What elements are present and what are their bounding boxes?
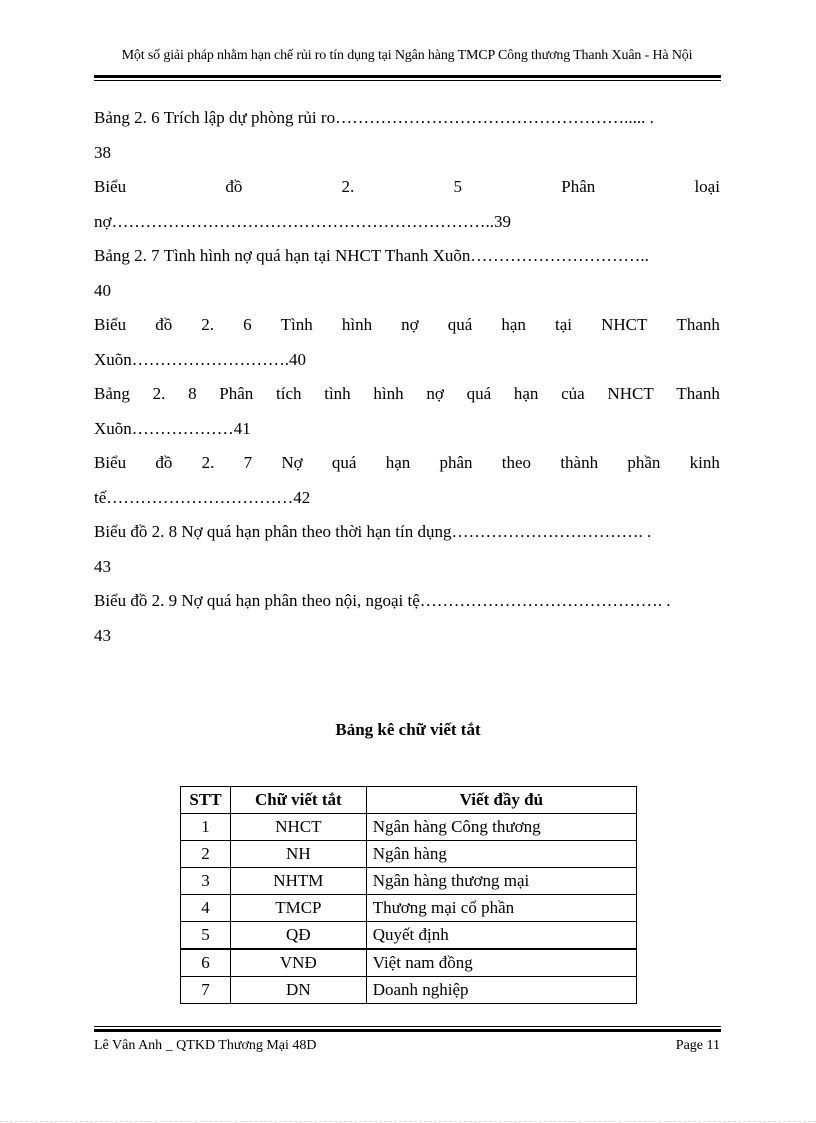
cell-abbr: QĐ bbox=[230, 922, 366, 950]
table-row bbox=[181, 841, 637, 868]
toc-entry-bieu-do-2-9-page: 43 bbox=[94, 625, 111, 645]
header-abbr: Chữ viết tắt bbox=[230, 787, 366, 814]
footer-divider-thin bbox=[94, 1026, 721, 1027]
page-header-title: Một số giải pháp nhằm hạn chế rủi ro tín dụng tại Ngân hàng TMCP Công thương Thanh Xuân - Hà Nội bbox=[121, 48, 693, 63]
toc-entry-bang-2-7-page: 40 bbox=[94, 280, 111, 300]
toc-entry-bieu-do-2-8-page: 43 bbox=[94, 556, 111, 576]
table-header-row bbox=[181, 787, 637, 814]
cell-full: Quyết định bbox=[366, 922, 636, 950]
cell-stt: 7 bbox=[181, 977, 231, 1004]
header-stt: STT bbox=[181, 787, 231, 814]
header-divider-thin bbox=[94, 80, 721, 81]
toc-entry-bieu-do-2-9: Biểu đồ 2. 9 Nợ quá hạn phân theo nội, ngoại tệ……………………………………. . bbox=[94, 591, 671, 610]
toc-entry-bieu-do-2-8: Biểu đồ 2. 8 Nợ quá hạn phân theo thời hạn tín dụng……………………………. . bbox=[94, 522, 652, 541]
cell-stt: 1 bbox=[181, 814, 231, 841]
cell-abbr: NHTM bbox=[230, 868, 366, 895]
toc-entry-bieu-do-2-5-cont: nợ…………………………………………………………..39 bbox=[94, 211, 511, 231]
cell-abbr: NHCT bbox=[230, 814, 366, 841]
cell-full: Doanh nghiệp bbox=[366, 977, 636, 1004]
toc-entry-bang-2-8: Bảng 2. 8 Phân tích tình hình nợ quá hạn của NHCT Thanh bbox=[94, 384, 720, 403]
cell-stt: 4 bbox=[181, 895, 231, 922]
table-row bbox=[181, 949, 637, 977]
table-row bbox=[181, 868, 637, 895]
cell-stt: 5 bbox=[181, 922, 231, 950]
table-row bbox=[181, 977, 637, 1004]
abbreviation-table-title: Bảng kê chữ viết tắt bbox=[335, 720, 481, 739]
toc-entry-bieu-do-2-6: Biểu đồ 2. 6 Tình hình nợ quá hạn tại NHCT Thanh bbox=[94, 315, 720, 334]
header-full: Viết đầy đủ bbox=[366, 787, 636, 814]
cell-abbr: TMCP bbox=[230, 895, 366, 922]
abbreviation-table bbox=[180, 786, 637, 1004]
cell-full: Thương mại cổ phần bbox=[366, 895, 636, 922]
toc-entry-bieu-do-2-7-cont: tế……………………………42 bbox=[94, 487, 311, 507]
footer-divider-thick bbox=[94, 1029, 721, 1032]
cell-abbr: NH bbox=[230, 841, 366, 868]
table-of-figures bbox=[94, 101, 720, 653]
cell-stt: 6 bbox=[181, 949, 231, 977]
table-row bbox=[181, 814, 637, 841]
toc-entry-bang-2-6-page: 38 bbox=[94, 142, 111, 162]
cell-abbr: VNĐ bbox=[230, 949, 366, 977]
toc-entry-bieu-do-2-5: Biểu đồ 2. 5 Phân loại bbox=[94, 177, 720, 196]
table-row bbox=[181, 895, 637, 922]
toc-entry-bang-2-8-cont: Xuõn………………41 bbox=[94, 418, 251, 438]
cell-abbr: DN bbox=[230, 977, 366, 1004]
cell-stt: 3 bbox=[181, 868, 231, 895]
cell-full: Ngân hàng Công thương bbox=[366, 814, 636, 841]
toc-entry-bang-2-6: Bảng 2. 6 Trích lập dự phòng rủi ro……………………………………………..... . bbox=[94, 108, 654, 127]
cell-full: Việt nam đồng bbox=[366, 949, 636, 977]
header-divider-thick bbox=[94, 75, 721, 78]
table-row bbox=[181, 922, 637, 950]
cell-stt: 2 bbox=[181, 841, 231, 868]
cell-full: Ngân hàng thương mại bbox=[366, 868, 636, 895]
toc-entry-bieu-do-2-6-cont: Xuõn……………………….40 bbox=[94, 349, 307, 369]
cell-full: Ngân hàng bbox=[366, 841, 636, 868]
footer-page-number: Page 11 bbox=[675, 1038, 720, 1053]
footer-author: Lê Vân Anh _ QTKD Thương Mại 48D bbox=[94, 1038, 317, 1053]
toc-entry-bieu-do-2-7: Biểu đồ 2. 7 Nợ quá hạn phân theo thành phần kinh bbox=[94, 453, 720, 472]
toc-entry-bang-2-7: Bảng 2. 7 Tình hình nợ quá hạn tại NHCT Thanh Xuõn………………………….. bbox=[94, 246, 649, 265]
